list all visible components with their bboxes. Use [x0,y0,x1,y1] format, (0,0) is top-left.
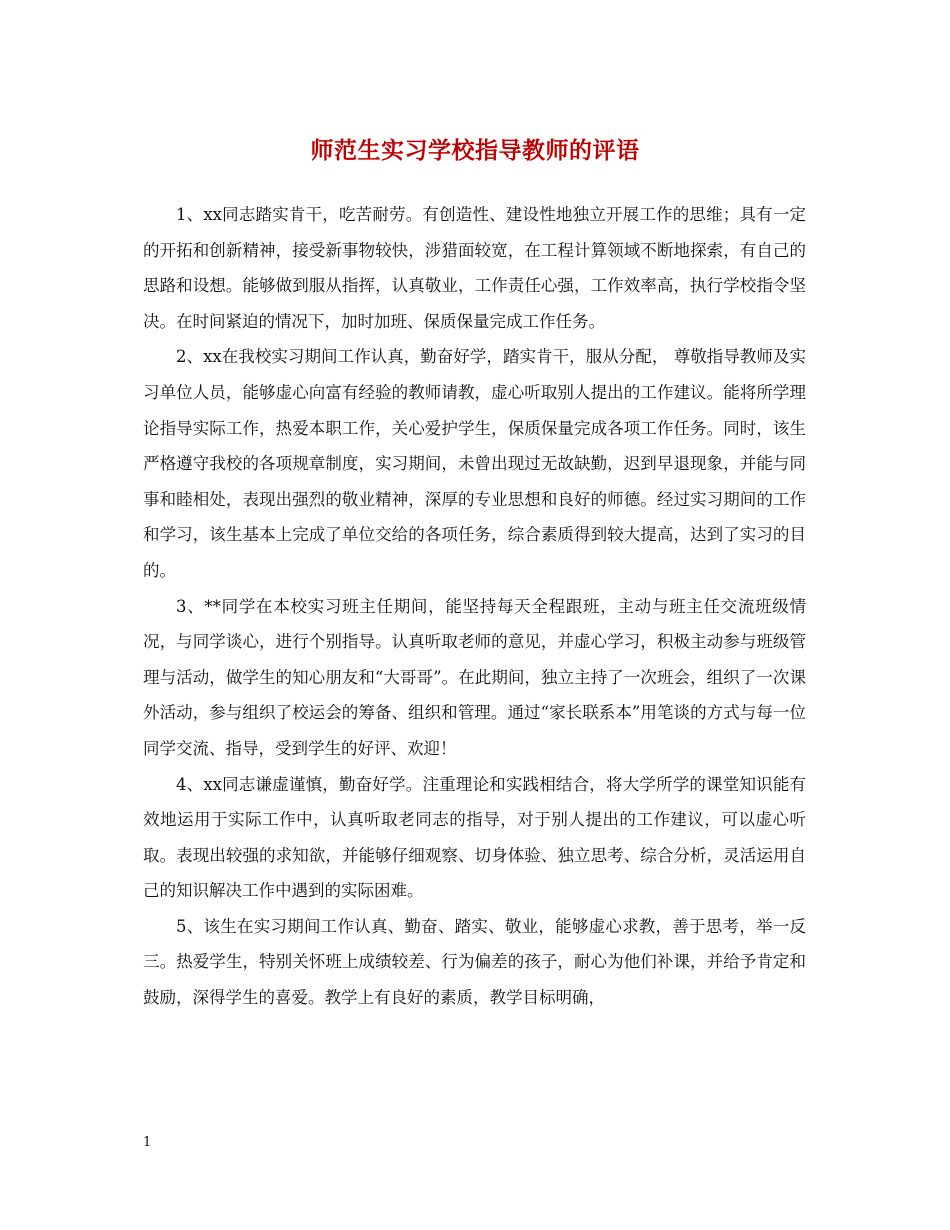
paragraph-1: 1、xx同志踏实肯干，吃苦耐劳。有创造性、建设性地独立开展工作的思维；具有一定的开拓和创新精神，接受新事物较快，涉猎面较宽，在工程计算领域不断地探索，有自己的思路和设想。能够做到服从指挥，认真敬业，工作责任心强，工作效率高，执行学校指令坚决。在时间紧迫的情况下，加时加班、保质保量完成工作任务。 [143,205,806,331]
paragraph-3: 3、**同学在本校实习班主任期间，能坚持每天全程跟班，主动与班主任交流班级情况，与同学谈心，进行个别指导。认真听取老师的意见，并虚心学习，积极主动参与班级管理与活动，做学生的知心朋友和“大哥哥”。在此期间，独立主持了一次班会，组织了一次课外活动，参与组织了校运会的筹备、组织和管理。通过“家长联系本”用笔谈的方式与每一位同学交流、指导，受到学生的好评、欢迎！ [143,596,806,758]
document-body [143,197,806,1016]
paragraph-2: 2、xx在我校实习期间工作认真，勤奋好学，踏实肯干，服从分配， 尊敬指导教师及实习单位人员，能够虚心向富有经验的教师请教，虚心听取别人提出的工作建议。能将所学理论指导实际工作，热爱本职工作，关心爱护学生，保质保量完成各项工作任务。同时，该生严格遵守我校的各项规章制度，实习期间，未曾出现过无故缺勤，迟到早退现象，并能与同事和睦相处，表现出强烈的敬业精神，深厚的专业思想和良好的师德。经过实习期间的工作和学习，该生基本上完成了单位交给的各项任务，综合素质得到较大提高，达到了实习的目的。 [143,347,806,580]
paragraph-4: 4、xx同志谦虚谨慎，勤奋好学。注重理论和实践相结合，将大学所学的课堂知识能有效地运用于实际工作中，认真听取老同志的指导，对于别人提出的工作建议，可以虚心听取。表现出较强的求知欲，并能够仔细观察、切身体验、独立思考、综合分析，灵活运用自己的知识解决工作中遇到的实际困难。 [143,774,806,901]
paragraph-5: 5、该生在实习期间工作认真、勤奋、踏实、敬业，能够虚心求教，善于思考，举一反三。热爱学生，特别关怀班上成绩较差、行为偏差的孩子，耐心为他们补课，并给予肯定和鼓励，深得学生的喜爱。教学上有良好的素质，教学目标明确， [143,916,806,1008]
document-title: 师范生实习学校指导教师的评语 [310,137,640,164]
page-number: 1 [143,1135,152,1150]
